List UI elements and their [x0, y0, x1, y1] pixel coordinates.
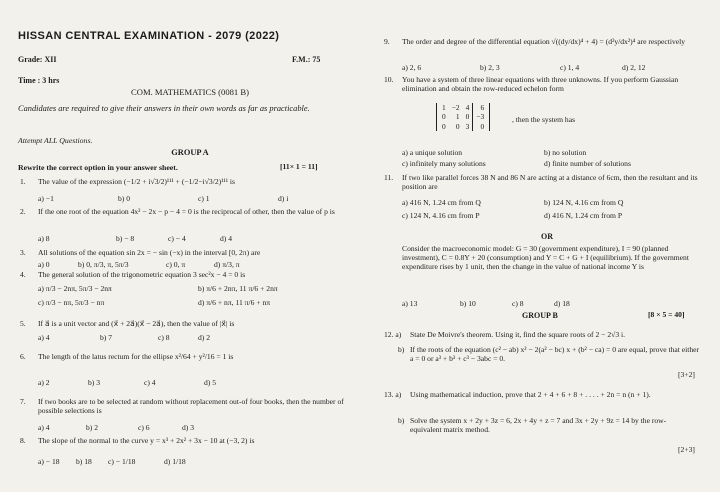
exam-title: HISSAN CENTRAL EXAMINATION - 2079 (2022) — [18, 30, 280, 42]
option: a) 4 — [38, 333, 50, 342]
option: a) 8 — [38, 234, 50, 243]
option: b) − 8 — [116, 234, 135, 243]
option: d) finite number of solutions — [544, 159, 631, 168]
q7-options — [38, 424, 194, 433]
candidate-instruction: Candidates are required to give their answers in their own words as far as practicable. — [18, 104, 310, 113]
option: b) 3 — [88, 378, 101, 387]
q13b-text: Solve the system x + 2y + 3z = 6, 2x + 4y + z = 7 and 3x + 2y + 9z = 14 by the row-equivalent matrix method. — [410, 416, 667, 434]
option: c) π/3 − nπ, 5π/3 − nπ — [38, 298, 105, 307]
q3-number: 3. — [20, 248, 26, 257]
matrix-cell: 1 — [442, 103, 446, 112]
q1-options — [38, 195, 288, 204]
q3-text: All solutions of the equation sin 2x = − sin (−x) in the interval [0, 2π) are — [38, 248, 261, 257]
q7-text: If two books are to be selected at random without replacement out-of four books, then the number of possible selections is — [38, 397, 344, 415]
option: b) π/6 + 2nπ, 11 π/6 + 2nπ — [198, 284, 278, 293]
left-column — [18, 0, 362, 492]
matrix-cell: 0 — [455, 121, 460, 131]
option: b) no solution — [544, 148, 587, 157]
echelon-matrix — [436, 103, 490, 131]
grade-label: Grade: XII — [18, 55, 57, 64]
matrix-cell: 6 — [473, 103, 487, 112]
q7-number: 7. — [20, 397, 26, 406]
option: d) 416 N, 1.24 cm from P — [544, 211, 623, 220]
option: d) 3 — [182, 423, 195, 432]
or-question-text: Consider the macroeconomic model: G = 30 (government expenditure), I = 90 (planned investment), C = 0.8Y + 20 (consumption) and Y = C + G + I (equilibrium). If the government expenditure rises by 1 unit, then the change in the value of national income Y is — [402, 244, 689, 271]
or-label: OR — [541, 232, 553, 241]
option: d) i — [278, 194, 289, 203]
q8-text: The slope of the normal to the curve y = x³ + 2x² + 3x − 10 at (−3, 2) is — [38, 436, 255, 445]
q4-options-row1 — [38, 285, 278, 294]
q6-options — [38, 379, 216, 388]
option: b) 7 — [100, 333, 113, 342]
q13a-text: Using mathematical induction, prove that 2 + 4 + 6 + 8 + . . . . + 2n = n (n + 1). — [410, 390, 651, 399]
option: a) 13 — [402, 299, 418, 308]
option: a) − 18 — [38, 457, 60, 466]
q13b-number: b) — [398, 416, 405, 425]
option: d) 1/18 — [164, 457, 186, 466]
option: b) 2, 3 — [480, 63, 500, 72]
matrix-row — [439, 122, 487, 131]
q9-text: The order and degree of the differential equation √((dy/dx)⁴ + 4) = (d²y/dx²)⁴ are respectively — [402, 37, 686, 46]
q6-number: 6. — [20, 352, 26, 361]
q12-marks: [3+2] — [678, 370, 695, 379]
q8-number: 8. — [20, 436, 26, 445]
option: c) 6 — [138, 423, 150, 432]
option: c) 4 — [144, 378, 156, 387]
q10-text-after: , then the system has — [512, 115, 576, 124]
option: b) 10 — [460, 299, 476, 308]
q11-number: 11. — [384, 173, 394, 182]
option: a) a unique solution — [402, 148, 463, 157]
q4-number: 4. — [20, 270, 26, 279]
group-b-title: GROUP B — [522, 311, 558, 320]
q1-text: The value of the expression (−1/2 + i√3/2)¹¹¹ + (−1/2−i√3/2)¹¹¹ is — [38, 177, 235, 186]
option: a) 2 — [38, 378, 50, 387]
option: d) 2, 12 — [622, 63, 646, 72]
option: c) 1 — [198, 194, 210, 203]
q4-text: The general solution of the trigonometric equation 3 sec²x − 4 = 0 is — [38, 270, 246, 279]
option: c) infinitely many solutions — [402, 159, 486, 168]
option: d) π/6 + nπ, 11 π/6 + nπ — [198, 298, 271, 307]
matrix-table — [439, 103, 487, 131]
q11-text: If two like parallel forces 38 N and 86 N are acting at a distance of 6cm, then the resultant and its position are — [402, 173, 698, 191]
q2-options — [38, 235, 232, 244]
group-b-marks: [8 × 5 = 40] — [648, 310, 685, 319]
matrix-row — [439, 103, 487, 112]
option: d) 18 — [554, 299, 570, 308]
time-label: Time : 3 hrs — [18, 76, 60, 85]
option: c) 124 N, 4.16 cm from P — [402, 211, 480, 220]
q10-number: 10. — [384, 75, 394, 84]
q10-text: You have a system of three linear equations with three unknowns. If you perform Gaussian elimination and obtain the row-reduced echelon form — [402, 75, 679, 93]
option: b) 124 N, 4.16 cm from Q — [544, 198, 624, 207]
matrix-cell: 1 — [455, 112, 460, 122]
q12a-number: 12. a) — [384, 330, 402, 339]
option: a) 0 — [38, 260, 50, 269]
matrix-cell: 0 — [442, 121, 446, 131]
q2-number: 2. — [20, 207, 26, 216]
option: b) 0, π/3, π, 5π/3 — [78, 260, 129, 269]
q11-options-row2 — [402, 212, 622, 221]
right-column — [384, 0, 710, 492]
q10-options-row1 — [402, 149, 586, 158]
matrix-cell: 3 — [465, 121, 470, 131]
attempt-instruction: Attempt ALL Questions. — [18, 136, 93, 145]
option: c) − 4 — [168, 234, 186, 243]
subject-title: COM. MATHEMATICS (0081 B) — [131, 87, 249, 97]
option: c) 8 — [158, 333, 170, 342]
matrix-cell: 0 — [473, 122, 487, 131]
q12b-number: b) — [398, 345, 405, 354]
option: c) − 1/18 — [108, 457, 136, 466]
option: a) 2, 6 — [402, 63, 422, 72]
option: d) π/3, π — [214, 260, 240, 269]
q8-options — [38, 458, 186, 467]
q10-options-row2 — [402, 160, 631, 169]
option: b) 2 — [86, 423, 99, 432]
option: a) 4 — [38, 423, 50, 432]
matrix-cell: 0 — [442, 112, 446, 122]
q3-options — [38, 261, 240, 270]
matrix-cell: −3 — [473, 112, 487, 121]
full-marks-label: F.M.: 75 — [292, 55, 321, 64]
q5-options — [38, 334, 210, 343]
matrix-row — [439, 112, 487, 121]
option: a) 416 N, 1.24 cm from Q — [402, 198, 481, 207]
group-a-title: GROUP A — [171, 148, 209, 157]
option: d) 4 — [220, 234, 233, 243]
q4-options-row2 — [38, 299, 270, 308]
group-a-marks: [11× 1 = 11] — [280, 162, 318, 171]
option: b) 18 — [76, 457, 92, 466]
option: a) −1 — [38, 194, 54, 203]
q6-text: The length of the latus rectum for the ellipse x²/64 + y²/16 = 1 is — [38, 352, 234, 361]
option: c) 0, π — [166, 260, 186, 269]
option: d) 2 — [198, 333, 211, 342]
q12a-text: State De Moivre's theorem. Using it, find the square roots of 2 − 2√3 i. — [410, 330, 626, 339]
q9-number: 9. — [384, 37, 390, 46]
q13-marks: [2+3] — [678, 445, 695, 454]
option: c) 1, 4 — [560, 63, 580, 72]
option: d) 5 — [204, 378, 217, 387]
matrix-cell: −2 — [451, 103, 460, 112]
q2-text: If the one root of the equation 4x² − 2x − p − 4 = 0 is the reciprocal of other, then the value of p is — [38, 207, 335, 216]
option: b) 0 — [118, 194, 131, 203]
q13a-number: 13. a) — [384, 390, 402, 399]
q5-text: If a⃗ is a unit vector and (x⃗ + 2a⃗)(x⃗ − 2a⃗), then the value of |x⃗| is — [38, 319, 235, 328]
rewrite-instruction: Rewrite the correct option in your answer sheet. — [18, 163, 178, 172]
or-question-options — [402, 300, 570, 309]
q1-number: 1. — [20, 177, 26, 186]
q9-options — [402, 64, 645, 73]
matrix-cell: 4 — [465, 103, 470, 112]
q12b-text: If the roots of the equation (c² − ab) x² − 2(a² − bc) x + (b² − ca) = 0 are equal, prove that either a = 0 or a³ + b³ + c³ − 3abc = 0. — [410, 345, 700, 363]
matrix-cell: 0 — [465, 112, 470, 122]
q5-number: 5. — [20, 319, 26, 328]
q11-options-row1 — [402, 199, 623, 208]
option: a) π/3 − 2nπ, 5π/3 − 2nπ — [38, 284, 112, 293]
option: c) 8 — [512, 299, 524, 308]
